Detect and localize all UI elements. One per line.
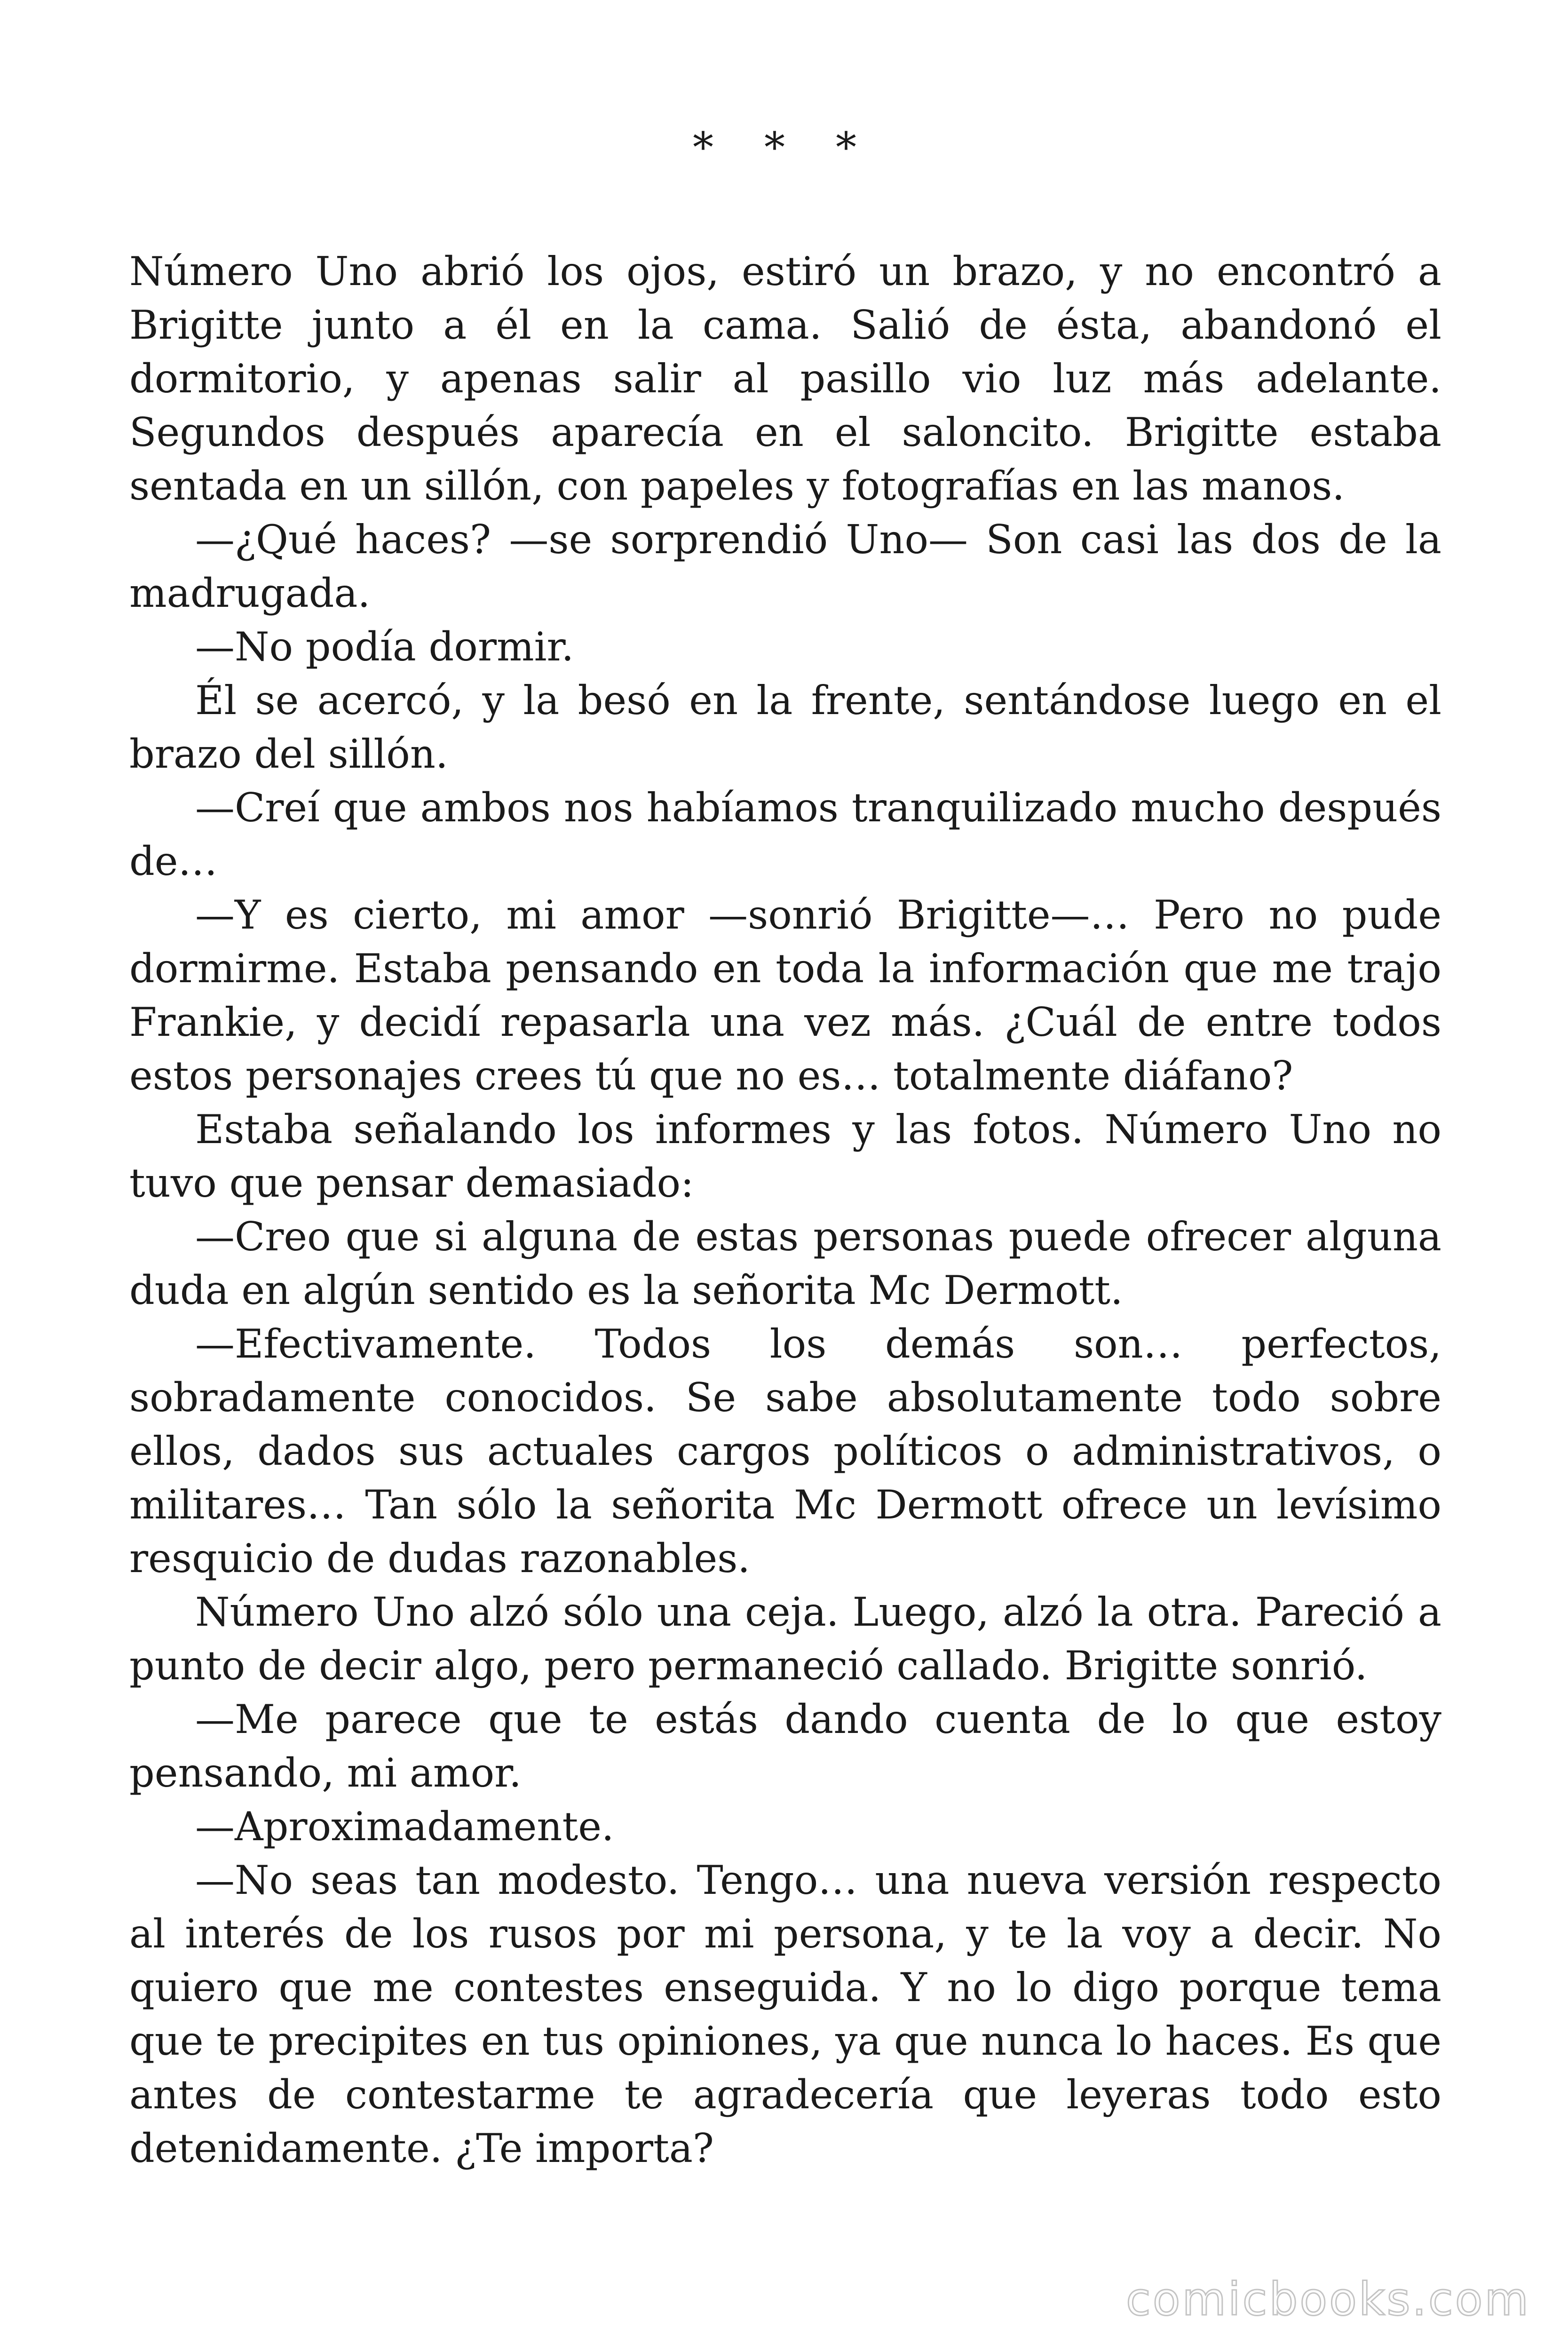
paragraph: —No seas tan modesto. Tengo… una nueva versión respecto al interés de los rusos por mi persona, y te la voy a decir. No quiero que me contestes enseguida. Y no lo digo porque tema que te precipites en tus opiniones, ya que nunca lo haces. Es que antes de contestarme te agradecería que leyeras todo esto detenidamente. ¿Te importa? bbox=[129, 1857, 1441, 2171]
body-text bbox=[129, 245, 1441, 2175]
watermark: comicbooks.com bbox=[1125, 2273, 1530, 2326]
paragraph: Estaba señalando los informes y las fotos. Número Uno no tuvo que pensar demasiado: bbox=[129, 1106, 1441, 1206]
paragraph: Él se acercó, y la besó en la frente, sentándose luego en el brazo del sillón. bbox=[129, 677, 1441, 777]
paragraph: Número Uno alzó sólo una ceja. Luego, alzó la otra. Pareció a punto de decir algo, pero permaneció callado. Brigitte sonrió. bbox=[129, 1589, 1441, 1689]
paragraph: —¿Qué haces? —se sorprendió Uno— Son casi las dos de la madrugada. bbox=[129, 516, 1441, 616]
paragraph: —Creo que si alguna de estas personas puede ofrecer alguna duda en algún sentido es la señorita Mc Dermott. bbox=[129, 1214, 1441, 1313]
paragraph: —Y es cierto, mi amor —sonrió Brigitte—… Pero no pude dormirme. Estaba pensando en toda la información que me trajo Frankie, y decidí repasarla una vez más. ¿Cuál de entre todos estos personajes crees tú que no es… totalmente diáfano? bbox=[129, 892, 1441, 1099]
paragraph: —Creí que ambos nos habíamos tranquilizado mucho después de… bbox=[129, 785, 1441, 884]
paragraph: —Me parece que te estás dando cuenta de lo que estoy pensando, mi amor. bbox=[129, 1696, 1441, 1796]
section-separator: * * * bbox=[693, 123, 875, 172]
paragraph: Número Uno abrió los ojos, estiró un brazo, y no encontró a Brigitte junto a él en la cama. Salió de ésta, abandonó el dormitorio, y apenas salir al pasillo vio luz más adelante. Segundos después aparecía en el saloncito. Brigitte estaba sentada en un sillón, con papeles y fotografías en las manos. bbox=[129, 248, 1441, 509]
paragraph: —Aproximadamente. bbox=[195, 1804, 614, 1850]
paragraph: —Efectivamente. Todos los demás son… perfectos, sobradamente conocidos. Se sabe absolutamente todo sobre ellos, dados sus actuales cargos políticos o administrativos, o militares… Tan sólo la señorita Mc Dermott ofrece un levísimo resquicio de dudas razonables. bbox=[129, 1321, 1441, 1581]
paragraph: —No podía dormir. bbox=[195, 624, 574, 670]
